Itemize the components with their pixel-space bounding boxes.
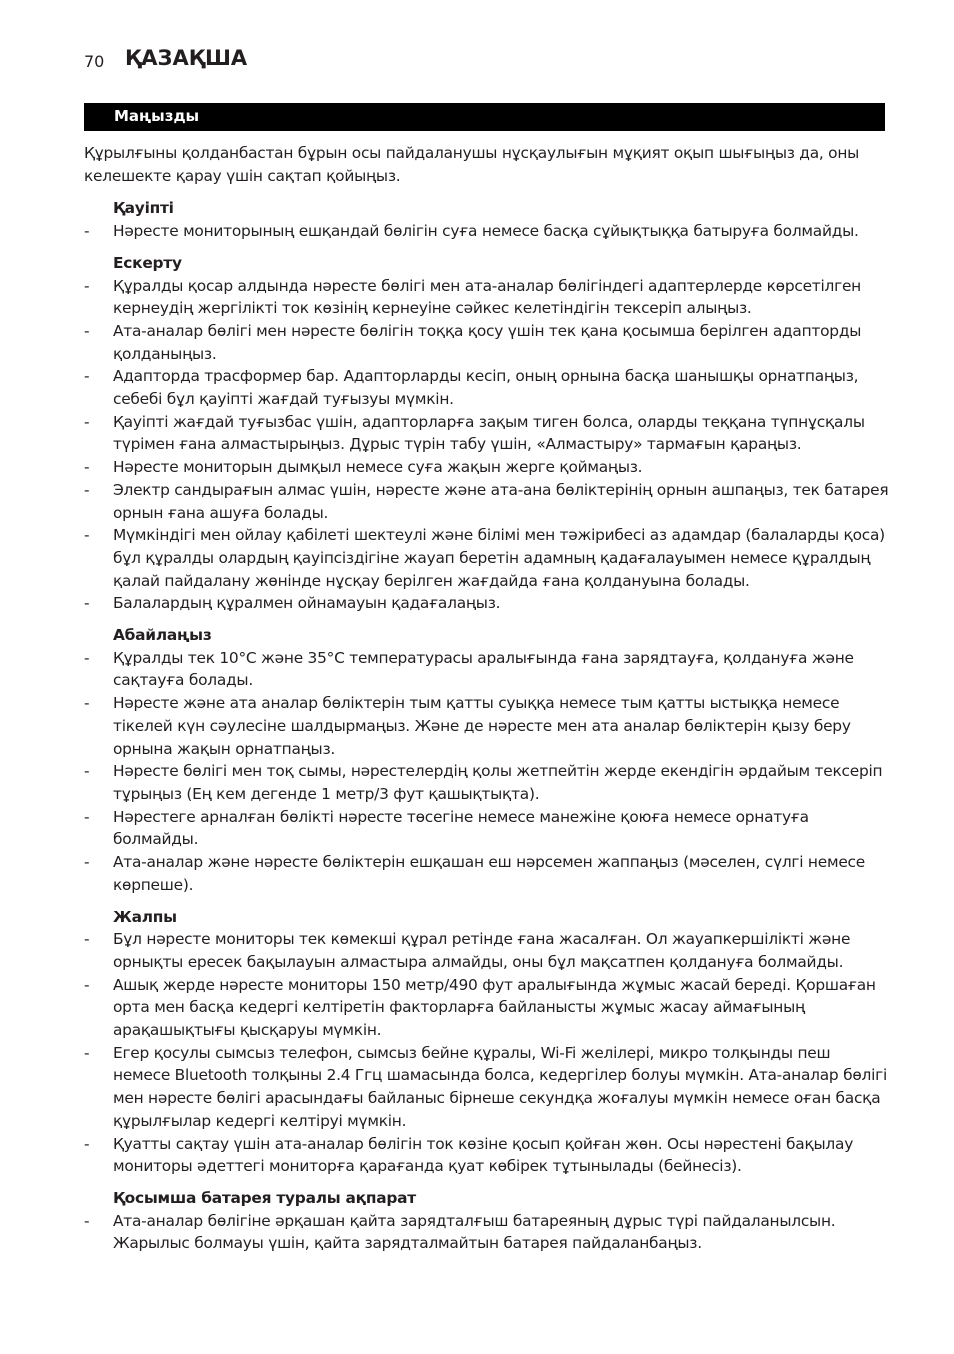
bullet-dash: - — [84, 526, 90, 545]
bullet-dash: - — [84, 762, 90, 781]
section-heading: Жалпы — [113, 907, 177, 926]
bullet-dash: - — [84, 276, 90, 295]
section-title-bar — [84, 103, 885, 131]
list-item — [84, 1042, 889, 1133]
list-item-text: Ата-аналар бөлігіне әрқашан қайта зарядталғыш батареяның дұрыс түрі пайдаланылсын. Жарылыс болмауы үшін, қайта зарядталмайтын батарея пайдаланбаңыз. — [113, 1211, 836, 1253]
section-heading: Абайлаңыз — [113, 626, 212, 645]
bullet-dash: - — [84, 930, 90, 949]
bullet-dash: - — [84, 480, 90, 499]
list-item — [84, 974, 889, 1042]
section-caution — [84, 624, 889, 896]
list-item — [84, 592, 889, 615]
bullet-dash: - — [84, 853, 90, 872]
list-item-text: Ата-аналар және нәресте бөліктерін ешқашан еш нәрсемен жаппаңыз (мәселен, сүлгі немесе көрпеше). — [113, 853, 865, 894]
list-item — [84, 806, 889, 851]
bullet-dash: - — [84, 1134, 90, 1153]
list-item-text: Құралды тек 10°C және 35°C температурасы аралығында ғана зарядтауға, қолдануға және сақтауға болады. — [113, 648, 854, 690]
bullet-list — [84, 928, 889, 1178]
bullet-dash: - — [84, 648, 90, 667]
list-item-text: Ашық жерде нәресте мониторы 150 метр/490 фут аралығында жұмыс жасай береді. Қоршаған орта мен басқа кедергі келтіретін факторларға байланысты жұмыс жасау аймағының арақашықтығы қысқаруы мүмкін. — [113, 975, 876, 1040]
section-danger — [84, 197, 889, 242]
list-item-text: Қауіпті жағдай туғызбас үшін, адапторларға зақым тиген болса, оларды теққана түпнұсқалы түрімен ғана алмастырыңыз. Дұрыс түрін табу үшін, «Алмастыру» тармағын қараңыз. — [113, 412, 865, 454]
list-item — [84, 411, 889, 456]
section-general — [84, 906, 889, 1178]
list-item — [84, 647, 889, 692]
bullet-dash: - — [84, 694, 90, 713]
list-item-text: Балалардың құралмен ойнамауын қадағалаңыз. — [113, 594, 501, 613]
bullet-dash: - — [84, 594, 90, 613]
section-heading: Қауіпті — [113, 199, 174, 218]
list-item — [84, 365, 889, 410]
list-item-text: Мүмкіндігі мен ойлау қабілеті шектеулі және білімі мен тәжірибесі аз адамдар (балаларды қоса) бұл құралды олардың қауіпсіздігіне жауап беретін адамның қадағалауымен немесе құралдың қалай пайдалану жөнінде нұсқау берілген жағдайда ғана қолдануына болады. — [113, 526, 885, 590]
list-item — [84, 1210, 889, 1255]
list-item-text: Нәресте және ата аналар бөліктерін тым қатты суыққа немесе тым қатты ыстыққа немесе тікелей күн сәулесіне шалдырмаңыз. Және де нәресте мен ата аналар бөліктерін қызу беру орнына жақын орнатпаңыз. — [113, 694, 851, 758]
list-item-text: Бұл нәресте мониторы тек көмекші құрал ретінде ғана жасалған. Ол жауапкершілікті және орнықты ересек бақылауын алмастыра алмайды, оны бұл мақсатпен қолдануға болмайды. — [113, 930, 851, 971]
section-warning — [84, 252, 889, 615]
bullet-dash: - — [84, 222, 90, 241]
list-item — [84, 220, 889, 243]
list-item-text: Қуатты сақтау үшін ата-аналар бөлігін ток көзіне қосып қойған жөн. Осы нәрестені бақылау мониторы әдеттегі мониторға қарағанда қуат көбірек тұтынылады (бейнесіз). — [113, 1134, 854, 1176]
bullet-dash: - — [84, 321, 90, 340]
list-item — [84, 692, 889, 760]
document-body — [84, 142, 889, 1255]
list-item — [84, 1133, 889, 1178]
bullet-list — [84, 647, 889, 897]
section-heading: Ескерту — [113, 253, 182, 272]
language-title: ҚАЗАҚША — [125, 46, 248, 70]
list-item-text: Нәресте бөлігі мен тоқ сымы, нәрестелердің қолы жетпейтін жерде екендігін әрдайым тексеріп тұрыңыз (Ең кем дегенде 1 метр/3 фут қашықтықта). — [113, 762, 883, 803]
bullet-dash: - — [84, 1043, 90, 1062]
list-item-text: Адапторда трасформер бар. Адапторларды кесіп, оның орнына басқа шанышқы орнатпаңыз, себебі бұл қауіпті жағдай туғызуы мүмкін. — [113, 367, 859, 409]
bullet-list — [84, 220, 889, 243]
bullet-dash: - — [84, 458, 90, 477]
list-item-text: Құралды қосар алдында нәресте бөлігі мен ата-аналар бөлігіндегі адаптерлерде көрсетілген кернеудің жергілікті ток көзінің кернеуіне сәйкес келетіндігін тексеріп алыңыз. — [113, 276, 861, 318]
list-item — [84, 760, 889, 805]
list-item-text: Нәресте мониторының ешқандай бөлігін суға немесе басқа сұйықтыққа батыруға болмайды. — [113, 222, 859, 241]
list-item — [84, 320, 889, 365]
page-number: 70 — [84, 52, 105, 71]
bullet-dash: - — [84, 412, 90, 431]
list-item — [84, 275, 889, 320]
list-item — [84, 524, 889, 592]
list-item — [84, 479, 889, 524]
list-item-text: Егер қосулы сымсыз телефон, сымсыз бейне құралы, Wi-Fi желілері, микро толқынды пеш немесе Bluetooth толқыны 2.4 Ггц шамасында болса, кедергілер болуы мүмкін. Ата-аналар бөлігі мен нәресте бөлігі арасындағы байланыс бірнеше секундқа жоғалуы мүмкін немесе оған басқа құрылғылар кедергі келтіруі мүмкін. — [113, 1043, 887, 1130]
section-title: Маңызды — [114, 107, 200, 125]
section-heading: Қосымша батарея туралы ақпарат — [113, 1188, 416, 1207]
bullet-list — [84, 1210, 889, 1255]
list-item — [84, 851, 889, 896]
list-item — [84, 928, 889, 973]
section-battery — [84, 1187, 889, 1255]
intro-paragraph: Құрылғыны қолданбастан бұрын осы пайдаланушы нұсқаулығын мұқият оқып шығыңыз да, оны келешекте қарау үшін сақтап қойыңыз. — [84, 144, 860, 185]
bullet-dash: - — [84, 807, 90, 826]
list-item — [84, 456, 889, 479]
bullet-dash: - — [84, 975, 90, 994]
list-item-text: Электр сандырағын алмас үшін, нәресте және ата-ана бөліктерінің орнын ашпаңыз, тек батарея орнын ғана ашуға болады. — [113, 480, 889, 522]
bullet-list — [84, 275, 889, 616]
list-item-text: Ата-аналар бөлігі мен нәресте бөлігін тоққа қосу үшін тек қана қосымша берілген адапторды қолданыңыз. — [113, 321, 862, 363]
bullet-dash: - — [84, 1211, 90, 1230]
list-item-text: Нәрестеге арналған бөлікті нәресте төсегіне немесе манежіне қоюға немесе орнатуға болмайды. — [113, 807, 809, 849]
list-item-text: Нәресте мониторын дымқыл немесе суға жақын жерге қоймаңыз. — [113, 458, 643, 477]
bullet-dash: - — [84, 367, 90, 386]
